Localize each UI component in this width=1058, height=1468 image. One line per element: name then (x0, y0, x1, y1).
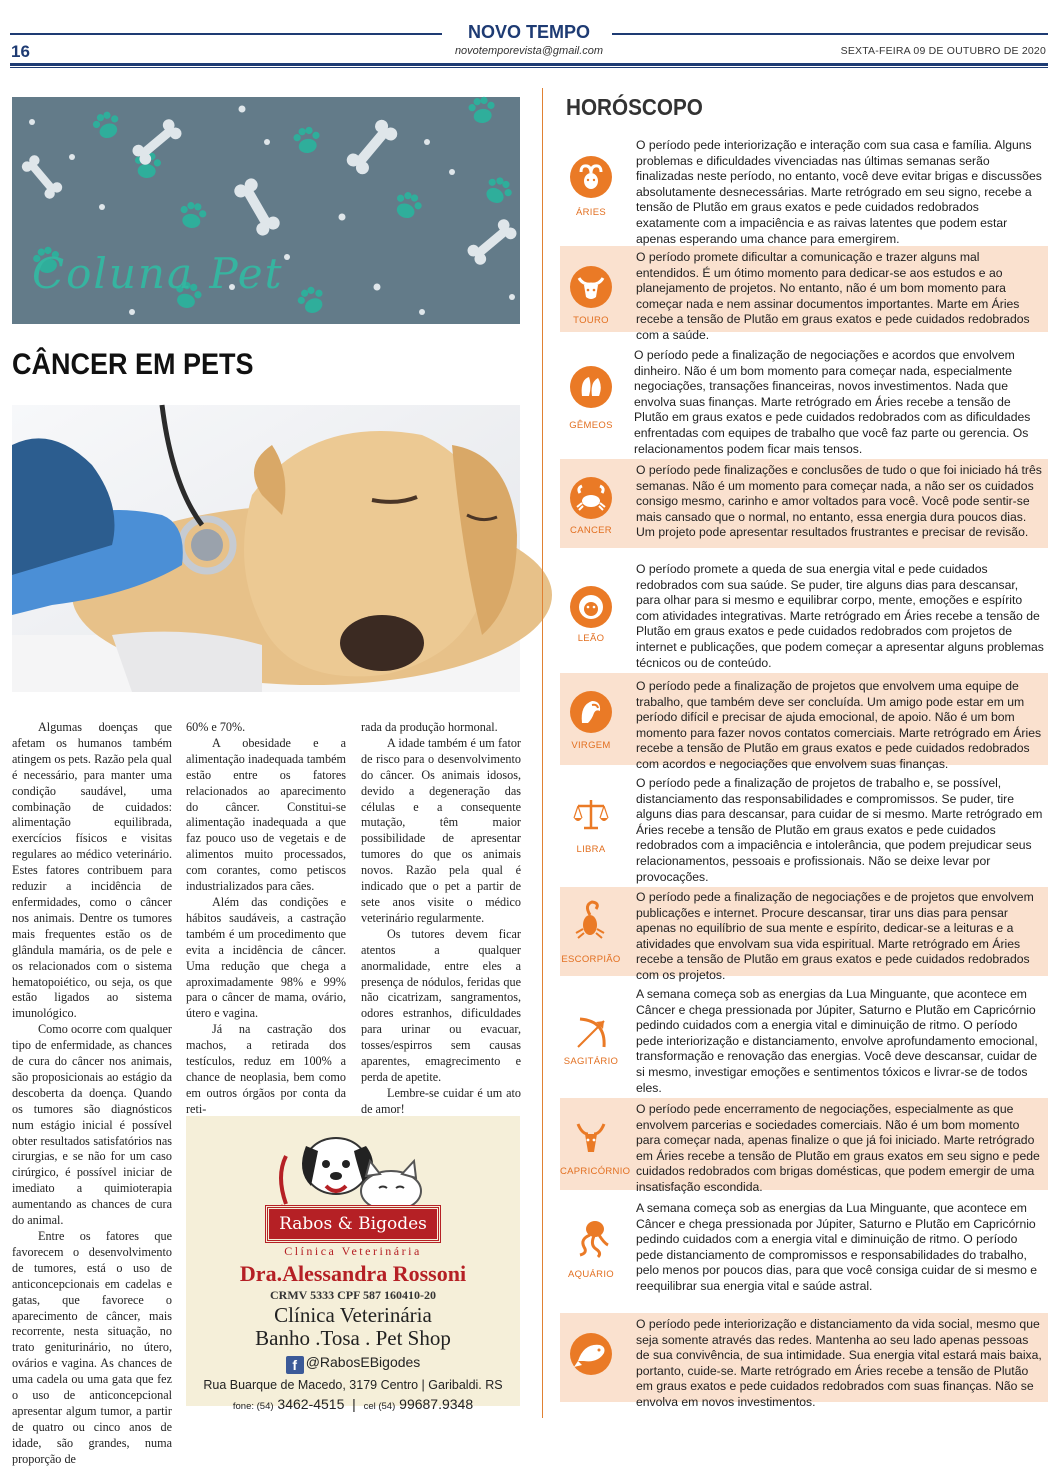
scorpio-icon (570, 899, 612, 941)
pisces-icon (570, 1333, 612, 1375)
header-divider-thin (10, 67, 1048, 68)
article-title: CÂNCER EM PETS (12, 348, 254, 381)
sign-gemini (560, 346, 1048, 456)
paw-icon (292, 125, 322, 155)
aquarius-icon (570, 1217, 612, 1259)
ad-crmv: CRMV 5333 CPF 587 160410-20 (270, 1288, 436, 1302)
bone-icon (20, 153, 65, 201)
ad-brand: Rabos & Bigodes (266, 1206, 440, 1242)
vet-clinic-ad (186, 1116, 520, 1412)
paragraph: rada da produção hormonal. (361, 720, 498, 734)
sign-text: A semana começa sob as energias da Lua Minguante, que acontece em Câncer e chega pressionada por Júpiter, Saturno e Plutão em Capricórnio pedindo cuidados com a energia vital e diminuição de ritmo. O período pede interiorização e distanciamento, envolve aprofundamento emocional, transformação e renovação das energias. Você deve descansar, cuidar de si mesmo, investigar emoções e sentimentos tóxicos e livrar-se de todos eles. (636, 987, 1038, 1095)
taurus-icon (570, 266, 612, 308)
masthead: NOVO TEMPO (467, 22, 590, 42)
ad-fone: 3462-4515 (277, 1396, 345, 1412)
paragraph: A obesidade e a alimentação inadequada também estão entre os fatores relacionados ao aparecimento do câncer. Constitui-se alimentação inadequada a que faz pouco uso de vegetais e de alimentos muito processados, com corantes, como petiscos industrializados para cães. (186, 735, 346, 894)
sign-label: LEÃO (577, 633, 605, 644)
sign-leo (560, 558, 1048, 670)
article-column-3 (361, 720, 521, 1118)
bone-icon (232, 176, 282, 238)
sign-label: SAGITÁRIO (563, 1056, 619, 1067)
sign-taurus (560, 246, 1048, 342)
paragraph: Lembre-se cuidar é um ato de amor! (361, 1085, 521, 1116)
ad-address: Rua Buarque de Macedo, 3179 Centro | Garibaldi. RS (203, 1378, 503, 1392)
sign-label: GÊMEOS (569, 420, 613, 431)
paragraph: A idade também é um fator de risco para o desenvolvimento do câncer. Os animais idosos, devido a degeneração das células e a consequente mutação, têm maior possibilidade de apresentar tumores do que os animais novos. Razão pela qual é indicado que o pet a partir de sete anos visite o médico veterinário regularmente. (361, 735, 521, 925)
paw-icon (467, 95, 497, 125)
cancer-icon (570, 477, 612, 519)
ad-doctor: Dra.Alessandra Rossoni (239, 1261, 467, 1286)
paw-icon (178, 200, 208, 230)
photo-illustration (12, 405, 520, 692)
ad-phones: fone: (54) 3462-4515 | cel (54) 99687.9348 (232, 1396, 474, 1412)
bone-icon (465, 217, 519, 267)
sign-aries (560, 134, 1048, 246)
ad-facebook (186, 1354, 520, 1374)
header-email: novotemporevista@gmail.com (454, 45, 604, 57)
sign-text: O período pede a finalização de projetos de trabalho e, se possível, distanciamento das responsabilidades e compromissos. Se puder, tire alguns dias para descansar, para cuidar de si mesmo. Marte retrógrado em Áries recebe a tensão de Plutão em graus exatos e pede cuidados redobrados com a impaciência e intolerância, que podem prejudicar seus relacionamentos, pessoais e profissionais. Não se deixe levar por provocações. (636, 776, 1043, 884)
leo-icon (570, 586, 612, 628)
ad-line-1: Clínica Veterinária (274, 1303, 432, 1327)
ad-services (186, 1304, 520, 1350)
dog-cat-logo (186, 1116, 520, 1216)
header-rule-right (612, 33, 1048, 35)
article-column-2 (186, 720, 346, 1118)
dog-stethoscope-photo (12, 405, 520, 692)
sagittarius-icon (570, 1011, 612, 1053)
header-divider (10, 63, 1048, 66)
sign-cancer (560, 459, 1048, 548)
paw-icon (294, 283, 329, 317)
sign-label: ÁRIES (575, 207, 606, 218)
page-number: 16 (11, 42, 30, 61)
sign-text: O período pede interiorização e distanciamento da vida social, mesmo que seja somente através das redes. Mantenha ao seu lado apenas pessoas de sua convivência, de sua intimidade. Sua energia vital estará mais baixa, portanto, cuide-se. Marte retrógrado em Áries recebe a tensão de Plutão em graus exatos e pede cuidados redobrados com suas finanças. Não se envolva em novos investimentos. (636, 1317, 1042, 1409)
paw-icon (90, 109, 123, 142)
gemini-icon (570, 366, 612, 408)
sign-label: AQUÁRIO (568, 1269, 614, 1280)
sign-label: ESCORPIÃO (561, 954, 621, 965)
paragraph: Além das condições e hábitos saudáveis, a castração também é um procedimento que evita a incidência de câncer. Uma redução que chega a aproximadamente 98% e 99% para o câncer de mama, ovário, útero e vagina. (186, 894, 346, 1021)
sign-label: CANCER (570, 525, 612, 536)
facebook-icon: f (286, 1356, 304, 1374)
column-divider (542, 88, 543, 1418)
sign-text: O período promete dificultar a comunicação e trazer alguns mal entendidos. É um ótimo momento para dedicar-se aos estudos e ao planejamento de projetos. No entanto, não é um bom momento para começar nada e nem assinar documentos importantes. Marte em Áries recebe a tensão de Plutão em graus exatos e pede cuidados redobrados com a saúde. (636, 250, 1030, 342)
sign-label: VIRGEM (571, 740, 611, 751)
coluna-pet-banner (12, 97, 520, 324)
sign-capricorn (560, 1098, 1048, 1194)
horoscope-title: HORÓSCOPO (566, 94, 703, 120)
sign-text: O período pede a finalização de negociações e acordos que envolvem dinheiro. Não é um bom momento para começar nada, especialmente negociações, transações financeiras, novos investimentos. Nada que envolva suas finanças. Marte retrógrado em Áries recebe a tensão de Plutão em graus exatos e pede cuidados redobrados com as dificuldades enfrentadas com equipes de trabalho que você faz parte ou gerencia. Os relacionamentos podem ficar mais tensos. (634, 348, 1031, 456)
ad-cel-label: cel (54) (363, 1401, 396, 1412)
article-column-1 (12, 720, 172, 1468)
ad-facebook-handle: @RabosEBigodes (305, 1354, 421, 1370)
sign-text: O período pede interiorização e interação com sua casa e família. Alguns problemas e dificuldades vivenciadas nas últimas semanas serão finalizadas neste período, no entanto, você deve evitar brigas e discussões absolutamente desnecessárias. Marte retrógrado em seu signo, recebe a tensão de Plutão em graus exatos e pede cuidados redobrados exatamente com a impaciência e as raivas latentes que podem estar apenas esperando uma chance para emergirem. (636, 138, 1042, 246)
sign-label: CAPRICÓRNIO (560, 1166, 631, 1177)
paragraph: Entre os fatores que favorecem o desenvolvimento de tumores, está o uso de anticoncepcionais em cadelas e gatas, que favorece o aparecimento de câncer, mais recorrente, nesta situação, no trato geniturinário, no útero, ovários e vagina. As chances de uma cadela ou uma gata que fez o uso de anticoncepcional apresentar algum tumor, a partir de quatro ou cinco anos de idade, são grandes, numa proporção de (12, 1229, 172, 1466)
sign-text: O período pede encerramento de negociações, especialmente as que envolvem parcerias e sociedades comerciais. Não é um bom momento para começar nada, apenas finalize o que já foi iniciado. Marte retrógrado em Áries recebe a tensão de Plutão em graus exatos em seu signo e pede cuidados redobrados com brigas domésticas, que podem emergir de uma insatisfação escondida. (636, 1102, 1040, 1194)
sign-text: O período pede a finalização de projetos que envolvem uma equipe de trabalho, que também deve ser concluída. Um amigo pode estar em um período difícil e precisar de ajuda emocional, de apoio. Não é um bom momento para fazer novos contatos comerciais. Marte retrógrado em Áries recebe a tensão de Plutão em graus exatos e pede cuidados redobrados com acordos e negociações que envolvem suas finanças. (636, 679, 1042, 771)
header-date: SEXTA-FEIRA 09 DE OUTUBRO DE 2020 (840, 45, 1046, 57)
sign-sagittarius (560, 985, 1048, 1095)
libra-icon (570, 794, 612, 836)
virgo-icon (570, 691, 612, 733)
sign-libra (560, 774, 1048, 884)
ad-line-2: Banho .Tosa . Pet Shop (255, 1326, 451, 1350)
sign-scorpio (560, 887, 1048, 982)
aries-icon (570, 156, 612, 198)
sign-aquarius (560, 1199, 1048, 1305)
sign-text: A semana começa sob as energias da Lua Minguante, que acontece em Câncer e chega pressionada por Júpiter, Saturno e Plutão em Capricórnio pedindo cuidados com a energia vital e diminuição de ritmo. O período pede distanciamento de compromissos e responsabilidades do trabalho, pelo menos por poucos dias, para que você consiga cuidar de si mesmo e reequilibrar sua energia vital e saúde astral. (636, 1201, 1038, 1293)
sign-pisces (560, 1313, 1048, 1409)
sign-text: O período pede a finalização de negociações e de projetos que envolvem publicações e internet. Procure descansar, tirar uns dias para pensar apenas no equilíbrio de sua mente e espírito, dedicar-se a leituras e a atividades que envolvam sua vida espiritual. Marte retrógrado em Áries recebe a tensão de Plutão em graus exatos e pede cuidados redobrados com os projetos. (636, 890, 1034, 982)
paw-icon (481, 173, 516, 208)
ad-fone-label: fone: (54) (232, 1401, 274, 1412)
sign-text: O período promete a queda de sua energia vital e pede cuidados redobrados com sua saúde. Se puder, tire alguns dias para descansar, para olhar para si mesmo e equilibrar corpo, mente, emoções e espírito com atividades integrativas. Marte retrógrado em Áries recebe a tensão de Plutão em graus exatos e pede cuidados redobrados com projetos de internet e publicações, que podem começar a apresentar alguns problemas técnicos ou de conteúdo. (636, 562, 1044, 670)
ad-brand-subtitle: Clínica Veterinária (284, 1244, 422, 1258)
sign-label: LIBRA (576, 844, 606, 855)
header-rule-left (10, 33, 442, 35)
sign-virgo (560, 673, 1048, 771)
paragraph: Já na castração dos machos, a retirada dos testículos, reduz em 100% a chance de neoplasia, bem como em outros órgãos por conta da reti- (186, 1022, 346, 1116)
paw-icon (391, 189, 424, 222)
paragraph: 60% e 70%. (186, 720, 246, 734)
bone-icon (344, 117, 400, 177)
sign-text: O período pede finalizações e conclusões de tudo o que foi iniciado há três semanas. Não é um momento para começar nada, a não ser os cuidados consigo mesmo, carinho e amor voltados para você. Você pode sentir-se mais cansado que o normal, no entanto, essa energia dura poucos dias. Um projeto pode apresentar resultados frustrantes e precisar de revisão. (636, 463, 1042, 540)
paragraph: Os tutores devem ficar atentos a qualquer anormalidade, entre eles a presença de nódulos, feridas que não cicatrizam, sangramentos, odores estranhos, dificuldades para urinar ou evacuar, tosses/espirros sem causas aparentes, emagrecimento e perda de apetite. (361, 926, 521, 1084)
paragraph: Algumas doenças que afetam os humanos também atingem os pets. Razão pela qual é necessário, para manter uma condição saudável, uma combinação de cuidados: alimentação equilibrada, exercícios físicos e visitas regulares ao médico veterinário. Estes fatores contribuem para reduzir a incidência de enfermidades, como o câncer nos animais. Dentre os tumores mais frequentes estão os de glândula mamária, os de pele e os relacionados com o sistema hematopoiético, ou seja, os que estão ligados ao sistema imunológico. (12, 720, 172, 1021)
sign-label: TOURO (573, 315, 609, 326)
banner-title: Coluna Pet (32, 249, 284, 298)
ad-cel: 99687.9348 (399, 1396, 474, 1412)
paragraph: Como ocorre com qualquer tipo de enfermidade, as chances de cura do câncer nos animais, são proposicionais ao estágio da descoberta da doença. Quando os tumores são diagnósticos num estágio inicial é possível obter resultados satisfatórios nas cirurgias, e se não for um caso cirúrgico, é possível iniciar de imediato a quimioterapia aumentando as chances de cura do animal. (12, 1022, 172, 1228)
capricorn-icon (570, 1118, 612, 1160)
